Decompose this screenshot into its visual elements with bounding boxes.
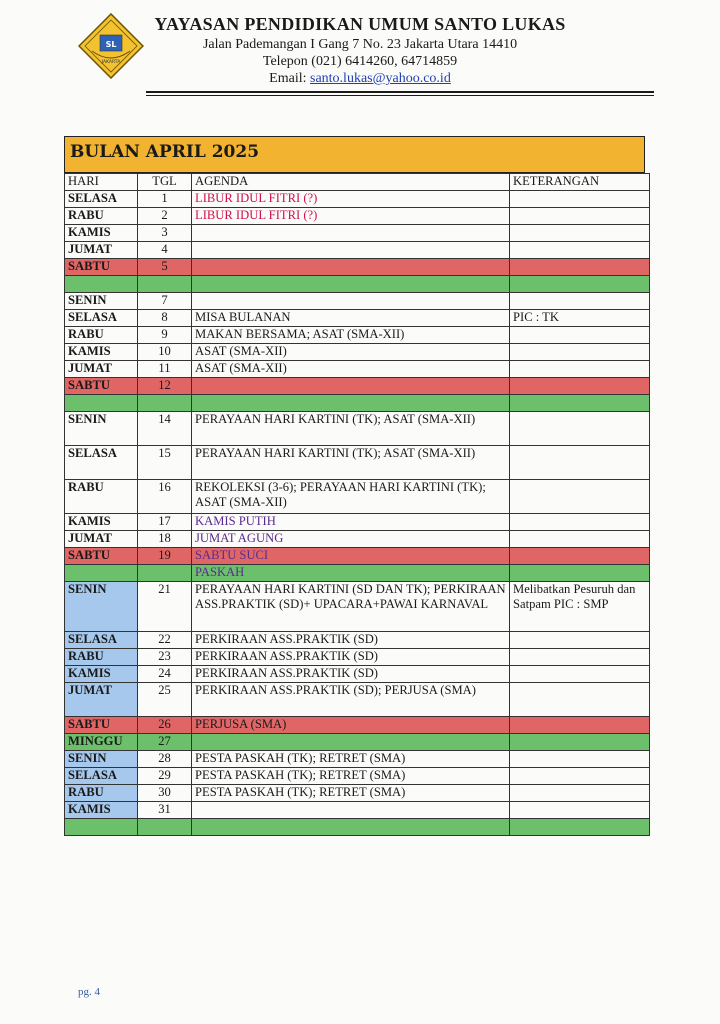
row-date-cell: 15 [138,446,192,480]
address-line: Jalan Pademangan I Gang 7 No. 23 Jakarta Utara 14410 [202,37,518,52]
row-day-cell: KAMIS [65,514,138,531]
column-header-day: HARI [65,174,138,191]
row-note-cell [510,446,650,480]
row-day-cell: SENIN [65,751,138,768]
table-row [65,565,650,582]
row-day-cell: SENIN [65,582,138,632]
row-date-cell: 17 [138,514,192,531]
table-row [65,259,650,276]
row-agenda-cell: ASAT (SMA-XII) [192,344,510,361]
table-row [65,649,650,666]
row-date-cell [138,276,192,293]
row-day-cell: RABU [65,327,138,344]
table-row [65,395,650,412]
row-date-cell: 5 [138,259,192,276]
row-day-cell: SABTU [65,378,138,395]
table-row [65,310,650,327]
table-row [65,785,650,802]
table-row [65,480,650,514]
row-note-cell [510,683,650,717]
row-day-cell: SABTU [65,548,138,565]
row-day-cell: SABTU [65,259,138,276]
row-agenda-cell [192,276,510,293]
row-agenda-cell: PERKIRAAN ASS.PRAKTIK (SD) [192,666,510,683]
row-note-cell [510,734,650,751]
table-row [65,548,650,565]
table-row [65,531,650,548]
row-note-cell [510,717,650,734]
row-day-cell: SELASA [65,632,138,649]
row-date-cell: 7 [138,293,192,310]
table-row [65,344,650,361]
row-day-cell: JUMAT [65,531,138,548]
row-note-cell: Melibatkan Pesuruh dan Satpam PIC : SMP [510,582,650,632]
row-note-cell [510,802,650,819]
svg-text:JAKARTA: JAKARTA [101,60,121,65]
row-note-cell [510,225,650,242]
row-note-cell [510,344,650,361]
row-day-cell [65,819,138,836]
row-note-cell [510,327,650,344]
row-note-cell [510,666,650,683]
svg-text:SL: SL [105,40,117,49]
month-banner [64,136,645,173]
table-row [65,768,650,785]
row-agenda-cell: LIBUR IDUL FITRI (?) [192,208,510,225]
row-note-cell [510,480,650,514]
row-date-cell: 3 [138,225,192,242]
table-row [65,582,650,632]
agenda-table [64,173,650,836]
page-number: pg. 4 [78,986,100,998]
row-agenda-cell [192,802,510,819]
row-day-cell: SENIN [65,293,138,310]
row-date-cell: 2 [138,208,192,225]
table-row [65,225,650,242]
row-day-cell: RABU [65,480,138,514]
row-agenda-cell [192,293,510,310]
row-date-cell: 25 [138,683,192,717]
table-row [65,276,650,293]
row-note-cell [510,361,650,378]
row-date-cell: 9 [138,327,192,344]
row-day-cell: JUMAT [65,683,138,717]
row-agenda-cell: KAMIS PUTIH [192,514,510,531]
row-date-cell: 1 [138,191,192,208]
table-row [65,514,650,531]
row-date-cell: 12 [138,378,192,395]
table-row [65,208,650,225]
row-agenda-cell [192,378,510,395]
table-row [65,683,650,717]
row-date-cell: 28 [138,751,192,768]
table-row [65,666,650,683]
table-row [65,632,650,649]
row-date-cell [138,395,192,412]
row-date-cell: 19 [138,548,192,565]
row-date-cell: 26 [138,717,192,734]
header-rule-thin [146,95,654,96]
row-date-cell: 10 [138,344,192,361]
row-note-cell [510,565,650,582]
row-agenda-cell [192,242,510,259]
table-row [65,361,650,378]
row-date-cell: 31 [138,802,192,819]
row-agenda-cell [192,395,510,412]
row-note-cell [510,548,650,565]
column-header-note: KETERANGAN [510,174,650,191]
row-agenda-cell: SABTU SUCI [192,548,510,565]
row-day-cell: SELASA [65,768,138,785]
row-note-cell [510,259,650,276]
foundation-logo [78,13,144,79]
row-date-cell: 18 [138,531,192,548]
row-agenda-cell: MAKAN BERSAMA; ASAT (SMA-XII) [192,327,510,344]
row-note-cell [510,412,650,446]
row-date-cell: 29 [138,768,192,785]
row-note-cell [510,208,650,225]
table-header-row [65,174,650,191]
row-date-cell: 23 [138,649,192,666]
row-day-cell: RABU [65,649,138,666]
row-agenda-cell: MISA BULANAN [192,310,510,327]
row-agenda-cell: ASAT (SMA-XII) [192,361,510,378]
row-date-cell: 4 [138,242,192,259]
row-day-cell: SELASA [65,310,138,327]
table-row [65,446,650,480]
row-date-cell [138,819,192,836]
row-agenda-cell [192,225,510,242]
row-day-cell: SABTU [65,717,138,734]
row-day-cell: JUMAT [65,361,138,378]
email-link[interactable]: santo.lukas@yahoo.co.id [310,71,451,86]
column-header-date: TGL [138,174,192,191]
row-day-cell: SENIN [65,412,138,446]
row-note-cell [510,293,650,310]
row-day-cell: KAMIS [65,225,138,242]
row-agenda-cell: PESTA PASKAH (TK); RETRET (SMA) [192,751,510,768]
row-agenda-cell: PERAYAAN HARI KARTINI (SD DAN TK); PERKIRAAN ASS.PRAKTIK (SD)+ UPACARA+PAWAI KARNAVAL [192,582,510,632]
row-agenda-cell: REKOLEKSI (3-6); PERAYAAN HARI KARTINI (TK); ASAT (SMA-XII) [192,480,510,514]
row-day-cell [65,276,138,293]
row-day-cell: SELASA [65,191,138,208]
row-note-cell [510,276,650,293]
table-row [65,293,650,310]
row-note-cell [510,378,650,395]
row-agenda-cell [192,734,510,751]
row-agenda-cell: PESTA PASKAH (TK); RETRET (SMA) [192,785,510,802]
row-note-cell [510,819,650,836]
row-day-cell: KAMIS [65,802,138,819]
row-date-cell: 27 [138,734,192,751]
row-note-cell [510,649,650,666]
row-note-cell [510,531,650,548]
row-note-cell: PIC : TK [510,310,650,327]
phone-line: Telepon (021) 6414260, 64714859 [262,54,458,69]
table-row [65,819,650,836]
row-agenda-cell: JUMAT AGUNG [192,531,510,548]
table-row [65,802,650,819]
row-date-cell: 16 [138,480,192,514]
row-note-cell [510,768,650,785]
table-row [65,751,650,768]
table-row [65,242,650,259]
row-date-cell: 11 [138,361,192,378]
row-day-cell: MINGGU [65,734,138,751]
row-agenda-cell [192,819,510,836]
row-day-cell [65,565,138,582]
table-row [65,378,650,395]
row-note-cell [510,785,650,802]
row-day-cell: RABU [65,208,138,225]
table-row [65,412,650,446]
row-day-cell [65,395,138,412]
row-agenda-cell: PESTA PASKAH (TK); RETRET (SMA) [192,768,510,785]
row-agenda-cell [192,259,510,276]
email-label: Email: [269,71,310,86]
row-agenda-cell: PERJUSA (SMA) [192,717,510,734]
row-date-cell: 21 [138,582,192,632]
row-day-cell: KAMIS [65,344,138,361]
row-note-cell [510,632,650,649]
month-title: BULAN APRIL 2025 [70,142,260,162]
row-day-cell: SELASA [65,446,138,480]
row-day-cell: KAMIS [65,666,138,683]
row-date-cell: 14 [138,412,192,446]
row-note-cell [510,514,650,531]
row-date-cell: 22 [138,632,192,649]
row-agenda-cell: PERAYAAN HARI KARTINI (TK); ASAT (SMA-XII) [192,446,510,480]
row-note-cell [510,395,650,412]
header-rule [146,91,654,93]
row-date-cell [138,565,192,582]
table-row [65,327,650,344]
row-agenda-cell: PASKAH [192,565,510,582]
row-day-cell: RABU [65,785,138,802]
row-day-cell: JUMAT [65,242,138,259]
table-row [65,717,650,734]
table-row [65,191,650,208]
table-row [65,734,650,751]
row-note-cell [510,751,650,768]
row-date-cell: 30 [138,785,192,802]
foundation-name: YAYASAN PENDIDIKAN UMUM SANTO LUKAS [154,14,566,34]
row-date-cell: 24 [138,666,192,683]
row-agenda-cell: PERAYAAN HARI KARTINI (TK); ASAT (SMA-XII) [192,412,510,446]
row-agenda-cell: PERKIRAAN ASS.PRAKTIK (SD) [192,649,510,666]
email-line [150,71,570,87]
row-note-cell [510,242,650,259]
row-agenda-cell: LIBUR IDUL FITRI (?) [192,191,510,208]
column-header-agenda: AGENDA [192,174,510,191]
row-agenda-cell: PERKIRAAN ASS.PRAKTIK (SD); PERJUSA (SMA) [192,683,510,717]
row-date-cell: 8 [138,310,192,327]
row-agenda-cell: PERKIRAAN ASS.PRAKTIK (SD) [192,632,510,649]
row-note-cell [510,191,650,208]
